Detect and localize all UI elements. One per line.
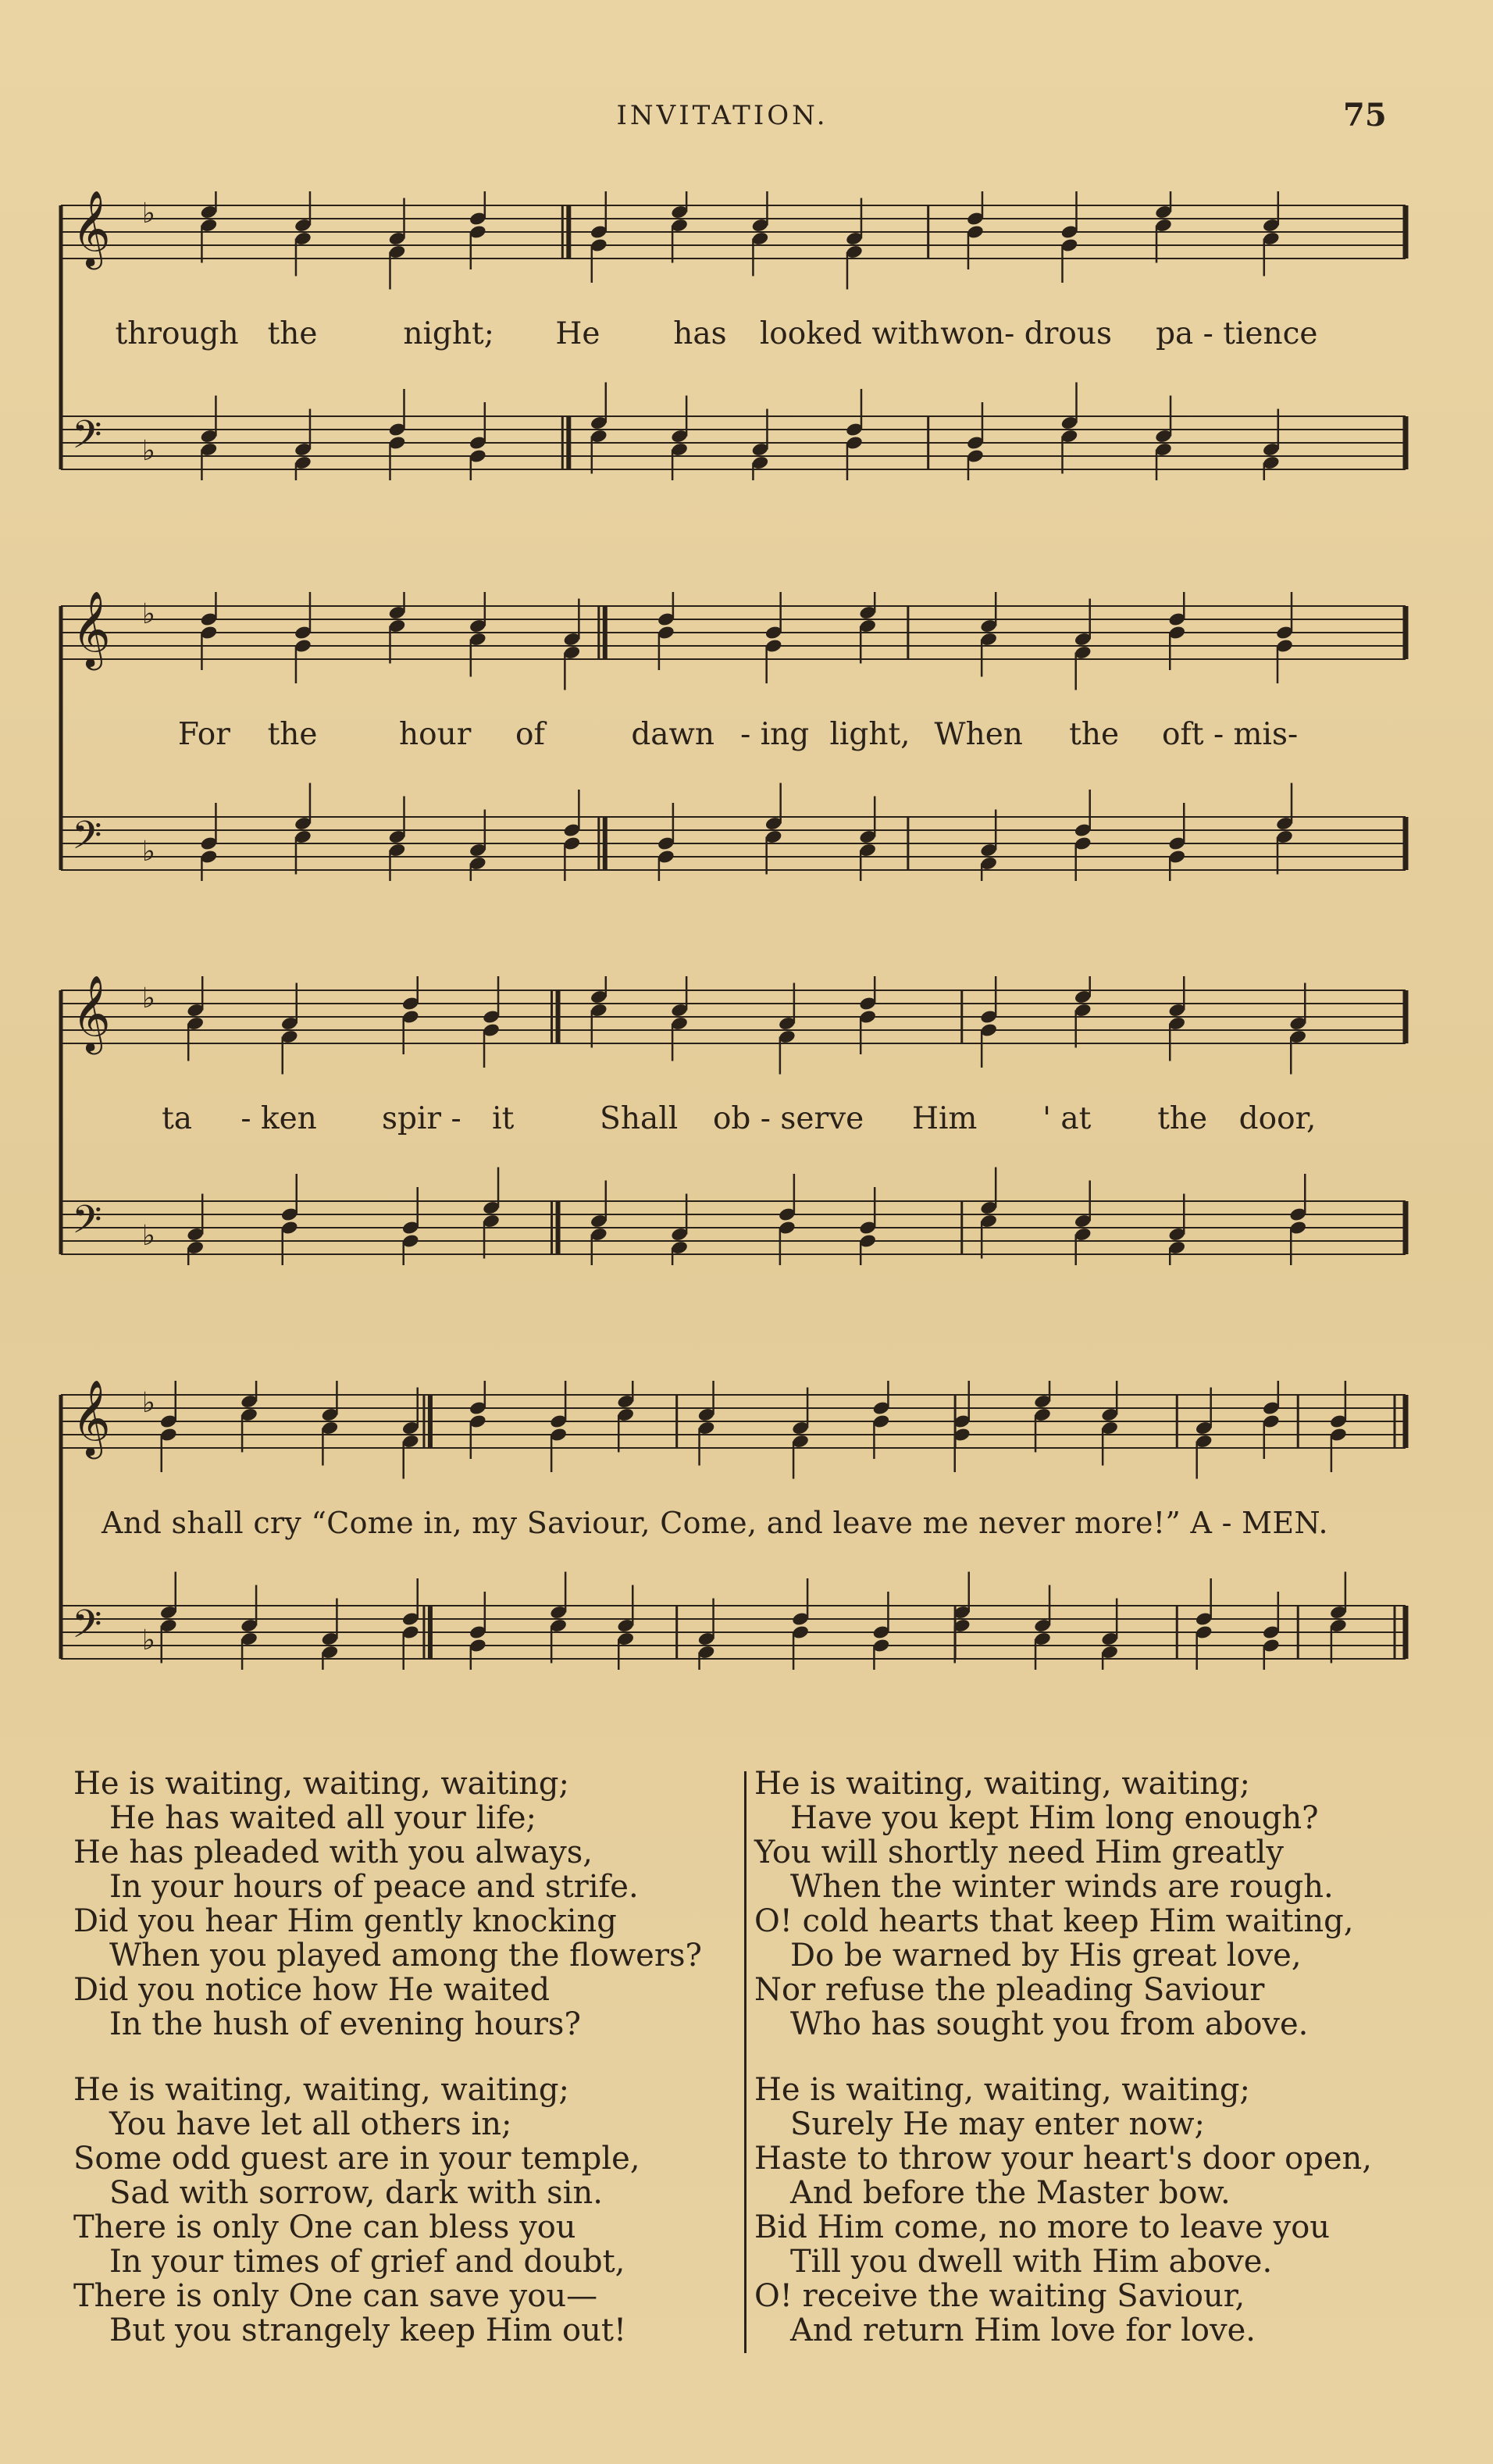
verse-line: In the hush of evening hours? [109,2006,581,2042]
verse-line: There is only One can bless you [73,2209,576,2245]
verse-line: O! cold hearts that keep Him waiting, [754,1903,1354,1939]
treble-clef-icon: 𝄞 [72,976,111,1051]
bass-staff [61,1168,1406,1266]
page-number: 75 [1343,97,1387,134]
treble-clef-icon: 𝄞 [72,191,111,266]
lyric-syllable: the [267,717,318,752]
verse-line: He has pleaded with you always, [73,1835,593,1870]
lyric-line [55,717,1413,764]
verse-line: And before the Master bow. [790,2175,1231,2211]
music-system [55,976,1413,1265]
flat-icon: ♭ [142,435,155,467]
lyric-syllable: He [555,316,600,351]
lyric-syllable: For [177,717,230,752]
lyric-syllable: it [492,1101,515,1136]
lyric-syllable: light, [829,717,910,752]
lyric-syllable: of [515,717,545,752]
lyric-syllable: spir - [381,1101,461,1136]
verse-line: In your times of grief and doubt, [109,2244,625,2280]
verse-line: And return Him love for love. [790,2312,1256,2348]
treble-staff [61,592,1406,690]
lyric-syllable: through [115,316,239,351]
flat-icon: ♭ [142,1387,155,1419]
music-system [55,1381,1413,1670]
verse-line: But you strangely keep Him out! [109,2312,627,2348]
bass-clef-icon: 𝄢 [72,412,102,467]
lyric-syllable: - ken [241,1101,317,1136]
verse-line: Nor refuse the pleading Saviour [754,1972,1265,2008]
verse-left-1 [73,1767,702,2041]
verse-line: You will shortly need Him greatly [754,1835,1284,1870]
bass-clef-icon: 𝄢 [72,1602,102,1656]
verse-line: Surely He may enter now; [790,2106,1205,2142]
verse-line: Have you kept Him long enough? [790,1800,1319,1836]
lyric-syllable: has [673,316,727,351]
running-title: INVITATION. [616,100,828,131]
verse-right-2 [754,2073,1372,2348]
lyric-syllable: the [1069,717,1120,752]
verse-line: When the winter winds are rough. [790,1869,1334,1905]
lyric-line [55,316,1413,363]
verse-left-2 [73,2073,640,2348]
bass-staff [61,383,1406,481]
lyric-syllable: hour [399,717,472,752]
lyric-syllable: the [267,316,318,351]
lyric-syllable: - ing [740,717,810,752]
verse-line: Haste to throw your heart's door open, [754,2141,1373,2177]
lyric-syllable: dawn [631,717,715,752]
lyric-syllable: ob - serve [712,1101,864,1136]
treble-staff [61,976,1406,1075]
lyric-syllable: ' at [1042,1101,1092,1136]
treble-clef-icon: 𝄞 [72,1381,111,1456]
verse-line: Who has sought you from above. [790,2006,1309,2042]
verse-line: Sad with sorrow, dark with sin. [109,2175,603,2211]
verse-line: O! receive the waiting Saviour, [754,2278,1245,2314]
verse-line: Till you dwell with Him above. [790,2244,1273,2280]
treble-staff [61,1381,1406,1479]
flat-icon: ♭ [142,982,155,1014]
lyric-syllable: looked with [759,316,939,351]
column-divider [744,1771,746,2353]
verse-line: There is only One can save you— [73,2278,598,2314]
treble-clef-icon: 𝄞 [72,592,111,667]
verse-line: When you played among the flowers? [109,1938,702,1974]
bass-clef-icon: 𝄢 [72,813,102,868]
lyric-syllable: oft - mis- [1161,717,1299,752]
verse-line: He has waited all your life; [109,1800,537,1836]
verse-line: Did you hear Him gently knocking [73,1903,617,1939]
verse-right-1 [754,1767,1353,2041]
lyric-syllable: the [1157,1101,1208,1136]
verse-line: He is waiting, waiting, waiting; [754,1766,1250,1802]
flat-icon: ♭ [142,598,155,630]
verse-line: Some odd guest are in your temple, [73,2141,640,2177]
lyric-syllable: Shall [600,1101,679,1136]
verse-line: Did you notice how He waited [73,1972,551,2008]
flat-icon: ♭ [142,198,155,230]
lyric-syllable: night; [403,316,494,351]
lyric-syllable: door, [1238,1101,1317,1136]
lyric-syllable: pa - tience [1156,316,1318,351]
bass-staff [61,783,1406,882]
music-system [55,191,1413,480]
lyric-syllable: Him [911,1101,978,1136]
flat-icon: ♭ [142,1624,155,1656]
lyric-syllable: When [934,717,1023,752]
verse-line: He is waiting, waiting, waiting; [754,2072,1250,2108]
music-system [55,592,1413,881]
verse-line: He is waiting, waiting, waiting; [73,2072,569,2108]
lyric-line [55,1506,1413,1553]
lyric-syllable: won- drous [940,316,1112,351]
bass-staff [61,1572,1406,1671]
flat-icon: ♭ [142,1220,155,1252]
verse-line: He is waiting, waiting, waiting; [73,1766,569,1802]
bass-clef-icon: 𝄢 [72,1197,102,1252]
lyric-final-line: And shall cry “Come in, my Saviour, Come, and leave me never more!” A - MEN. [102,1506,1328,1540]
flat-icon: ♭ [142,836,155,868]
verse-line: You have let all others in; [109,2106,512,2142]
lyric-line [55,1101,1413,1148]
verse-line: Do be warned by His great love, [790,1938,1302,1974]
treble-staff [61,191,1406,290]
verse-line: Bid Him come, no more to leave you [754,2209,1331,2245]
verse-line: In your hours of peace and strife. [109,1869,639,1905]
lyric-syllable: ta [162,1101,193,1136]
